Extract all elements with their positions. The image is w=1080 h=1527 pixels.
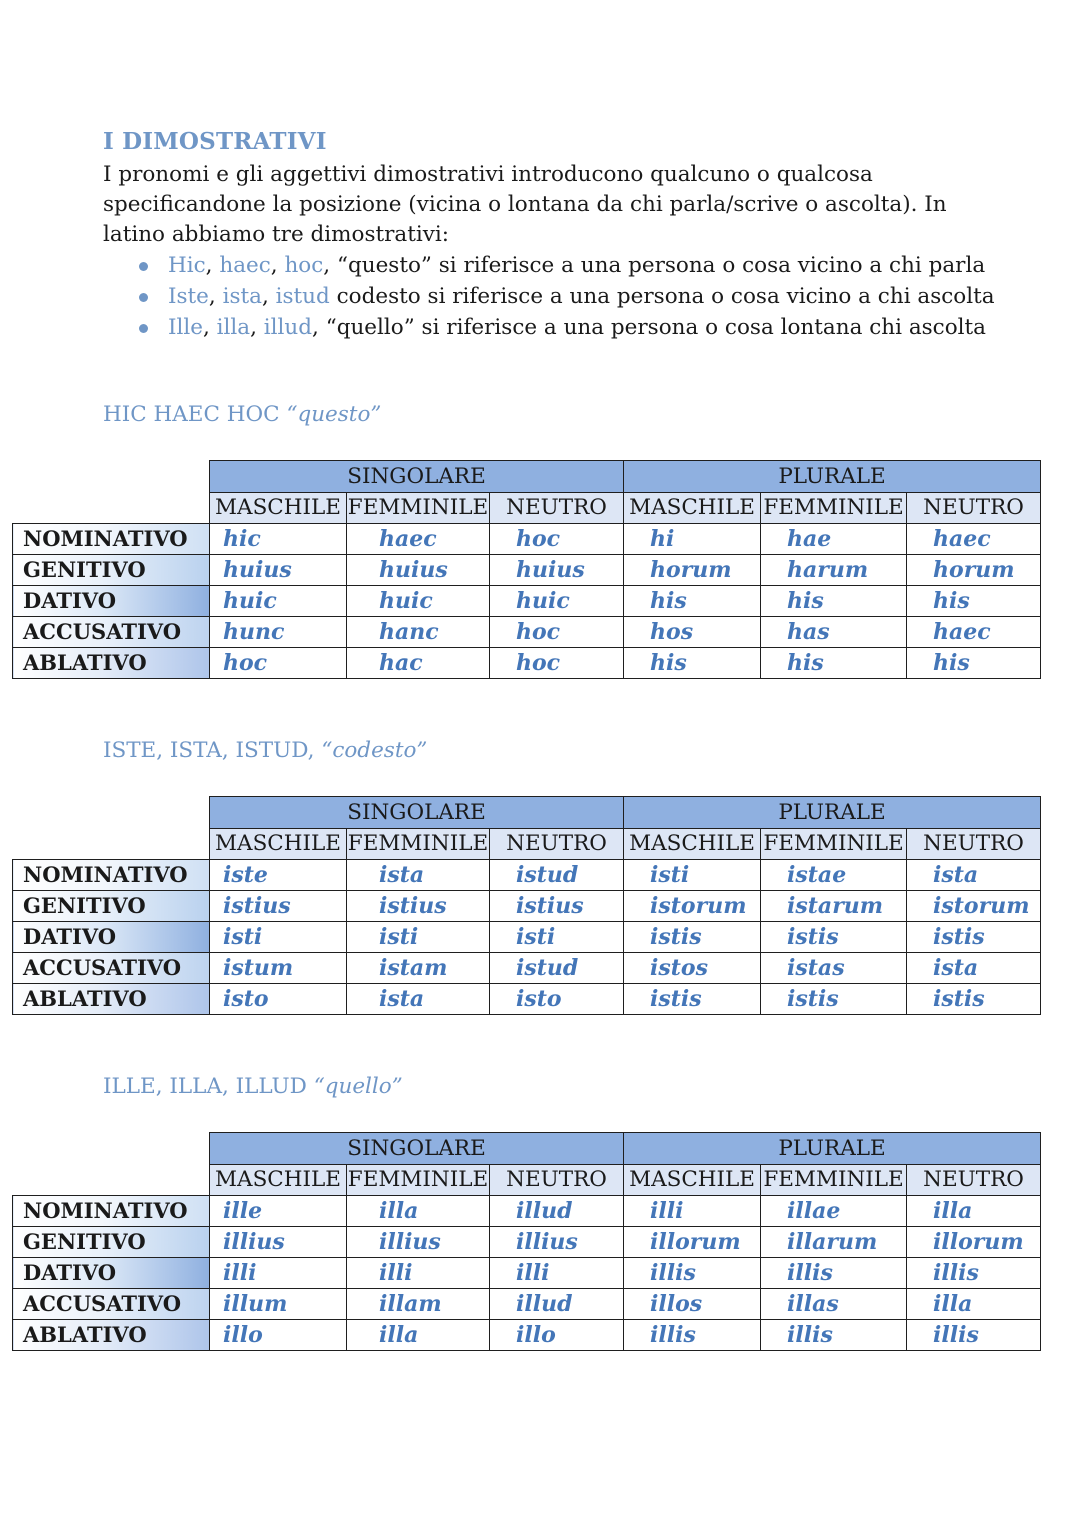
declension-form: harum [761, 555, 907, 586]
declension-form: isti [624, 860, 761, 891]
declension-form: hos [624, 617, 761, 648]
table-row [13, 1258, 1041, 1289]
gender-header: MASCHILE [624, 493, 761, 524]
declension-form: ista [907, 860, 1041, 891]
declension-form: his [624, 586, 761, 617]
table-row [13, 1196, 1041, 1227]
gender-header: MASCHILE [624, 1165, 761, 1196]
declension-form: illo [210, 1320, 347, 1351]
gender-header: NEUTRO [907, 829, 1041, 860]
gender-header: MASCHILE [210, 829, 347, 860]
declension-form: isto [210, 984, 347, 1015]
declension-form: illis [624, 1320, 761, 1351]
declension-form: illius [210, 1227, 347, 1258]
case-label: ABLATIVO [13, 984, 210, 1015]
case-label: NOMINATIVO [13, 1196, 210, 1227]
declension-form: illud [490, 1289, 624, 1320]
declension-form: istum [210, 953, 347, 984]
declension-form: huius [347, 555, 490, 586]
declension-form: isti [490, 922, 624, 953]
table-row [13, 1227, 1041, 1258]
table-row [13, 524, 1041, 555]
declension-form: huius [210, 555, 347, 586]
declension-form: istorum [907, 891, 1041, 922]
declension-form: huius [490, 555, 624, 586]
declension-form: illam [347, 1289, 490, 1320]
declension-form: ista [347, 860, 490, 891]
declension-form: illa [907, 1196, 1041, 1227]
declension-form: hi [624, 524, 761, 555]
form-word: ista [222, 284, 262, 309]
declension-form: horum [907, 555, 1041, 586]
declension-form: illi [490, 1258, 624, 1289]
form-word: haec [219, 253, 271, 278]
case-label: DATIVO [13, 586, 210, 617]
declension-form: illis [624, 1258, 761, 1289]
case-label: DATIVO [13, 1258, 210, 1289]
declension-form: istis [907, 922, 1041, 953]
declension-form: huic [347, 586, 490, 617]
table-row [13, 617, 1041, 648]
case-label: ACCUSATIVO [13, 1289, 210, 1320]
number-header: PLURALE [624, 461, 1041, 493]
section-meaning: “quello” [313, 1074, 403, 1099]
declension-form: istis [761, 922, 907, 953]
declension-table-hic [12, 460, 1041, 679]
form-word: hoc [284, 253, 324, 278]
declension-form: istius [210, 891, 347, 922]
form-word: Iste [168, 284, 209, 309]
declension-form: hoc [490, 648, 624, 679]
declension-form: istam [347, 953, 490, 984]
gender-header: NEUTRO [490, 829, 624, 860]
number-header: SINGOLARE [210, 1133, 624, 1165]
section-title-hic: HIC HAEC HOC “questo” [103, 402, 382, 427]
list-item-text: codesto si riferisce a una persona o cosa vicino a chi ascolta [329, 284, 995, 309]
declension-form: hoc [490, 617, 624, 648]
gender-header: NEUTRO [490, 1165, 624, 1196]
section-title-ille: ILLE, ILLA, ILLUD “quello” [103, 1074, 403, 1099]
declension-form: huic [210, 586, 347, 617]
declension-form: illo [490, 1320, 624, 1351]
declension-form: his [907, 648, 1041, 679]
declension-form: huic [490, 586, 624, 617]
case-label: DATIVO [13, 922, 210, 953]
declension-form: illum [210, 1289, 347, 1320]
gender-header: MASCHILE [210, 1165, 347, 1196]
form-word: illa [216, 315, 251, 340]
declension-form: haec [907, 524, 1041, 555]
declension-form: has [761, 617, 907, 648]
declension-form: istae [761, 860, 907, 891]
section-meaning: “codesto” [321, 738, 428, 763]
gender-header: FEMMINILE [761, 829, 907, 860]
declension-form: istud [490, 953, 624, 984]
page-title: I DIMOSTRATIVI [103, 128, 327, 155]
declension-form: istis [907, 984, 1041, 1015]
table-row [13, 648, 1041, 679]
declension-form: iste [210, 860, 347, 891]
case-label: NOMINATIVO [13, 860, 210, 891]
case-label: NOMINATIVO [13, 524, 210, 555]
declension-form: istis [624, 984, 761, 1015]
table-row [13, 953, 1041, 984]
gender-header: NEUTRO [907, 1165, 1041, 1196]
table-row [13, 555, 1041, 586]
declension-form: istius [347, 891, 490, 922]
declension-form: hoc [210, 648, 347, 679]
intro-paragraph: I pronomi e gli aggettivi dimostrativi introducono qualcuno o qualcosa specificandone la posizione (vicina o lontana da chi parla/scrive o ascolta). In latino abbiamo tre dimostrativi: [103, 162, 947, 247]
number-header: PLURALE [624, 1133, 1041, 1165]
gender-header: MASCHILE [210, 493, 347, 524]
case-label: ACCUSATIVO [13, 617, 210, 648]
case-label: ABLATIVO [13, 1320, 210, 1351]
gender-header: FEMMINILE [347, 829, 490, 860]
declension-form: istis [624, 922, 761, 953]
case-label: GENITIVO [13, 555, 210, 586]
declension-form: illa [907, 1289, 1041, 1320]
gender-header: FEMMINILE [761, 493, 907, 524]
case-label: ACCUSATIVO [13, 953, 210, 984]
declension-form: illi [624, 1196, 761, 1227]
gender-header: NEUTRO [490, 493, 624, 524]
table-row [13, 586, 1041, 617]
declension-form: illius [490, 1227, 624, 1258]
number-header: SINGOLARE [210, 461, 624, 493]
declension-form: illa [347, 1320, 490, 1351]
declension-form: haec [907, 617, 1041, 648]
declension-form: illas [761, 1289, 907, 1320]
table-row [13, 860, 1041, 891]
gender-header: NEUTRO [907, 493, 1041, 524]
gender-header: FEMMINILE [761, 1165, 907, 1196]
declension-form: isti [347, 922, 490, 953]
declension-form: istarum [761, 891, 907, 922]
declension-form: istis [761, 984, 907, 1015]
table-row [13, 922, 1041, 953]
declension-form: illi [210, 1258, 347, 1289]
gender-header: FEMMINILE [347, 1165, 490, 1196]
list-item: Ille, illa, illud, “quello” si riferisce a una persona o cosa lontana chi ascolta [135, 312, 995, 343]
form-word: istud [275, 284, 330, 309]
declension-form: his [761, 586, 907, 617]
declension-form: illorum [907, 1227, 1041, 1258]
number-header: SINGOLARE [210, 797, 624, 829]
declension-form: hae [761, 524, 907, 555]
list-item-text: , “quello” si riferisce a una persona o cosa lontana chi ascolta [312, 315, 986, 340]
declension-form: hunc [210, 617, 347, 648]
declension-form: ista [907, 953, 1041, 984]
declension-form: illorum [624, 1227, 761, 1258]
declension-form: istius [490, 891, 624, 922]
declension-form: isto [490, 984, 624, 1015]
form-word: illud [263, 315, 313, 340]
declension-form: isti [210, 922, 347, 953]
declension-form: istos [624, 953, 761, 984]
declension-form: hanc [347, 617, 490, 648]
declension-form: illud [490, 1196, 624, 1227]
declension-form: his [624, 648, 761, 679]
declension-form: illis [761, 1258, 907, 1289]
table-row [13, 891, 1041, 922]
section-meaning: “questo” [286, 402, 382, 427]
declension-form: illius [347, 1227, 490, 1258]
case-label: GENITIVO [13, 1227, 210, 1258]
declension-form: illos [624, 1289, 761, 1320]
declension-form: illae [761, 1196, 907, 1227]
form-word: Ille [168, 315, 203, 340]
table-row [13, 984, 1041, 1015]
declension-form: illis [761, 1320, 907, 1351]
declension-form: istud [490, 860, 624, 891]
declension-form: istas [761, 953, 907, 984]
table-row [13, 1320, 1041, 1351]
declension-form: illarum [761, 1227, 907, 1258]
list-item-text: , “questo” si riferisce a una persona o cosa vicino a chi parla [323, 253, 986, 278]
declension-form: hic [210, 524, 347, 555]
declension-form: his [761, 648, 907, 679]
gender-header: FEMMINILE [347, 493, 490, 524]
declension-form: istorum [624, 891, 761, 922]
number-header: PLURALE [624, 797, 1041, 829]
case-label: ABLATIVO [13, 648, 210, 679]
form-word: Hic [168, 253, 206, 278]
declension-form: illis [907, 1320, 1041, 1351]
section-title-iste: ISTE, ISTA, ISTUD, “codesto” [103, 738, 428, 763]
declension-form: illa [347, 1196, 490, 1227]
declension-table-iste [12, 796, 1041, 1015]
declension-form: hoc [490, 524, 624, 555]
gender-header: MASCHILE [624, 829, 761, 860]
declension-form: horum [624, 555, 761, 586]
list-item: Iste, ista, istud codesto si riferisce a una persona o cosa vicino a chi ascolta [135, 281, 995, 312]
declension-form: ille [210, 1196, 347, 1227]
declension-form: his [907, 586, 1041, 617]
list-item: Hic, haec, hoc, “questo” si riferisce a una persona o cosa vicino a chi parla [135, 250, 995, 281]
table-row [13, 1289, 1041, 1320]
declension-form: haec [347, 524, 490, 555]
demonstratives-list [135, 250, 995, 343]
declension-table-ille [12, 1132, 1041, 1351]
declension-form: ista [347, 984, 490, 1015]
case-label: GENITIVO [13, 891, 210, 922]
declension-form: hac [347, 648, 490, 679]
declension-form: illis [907, 1258, 1041, 1289]
declension-form: illi [347, 1258, 490, 1289]
